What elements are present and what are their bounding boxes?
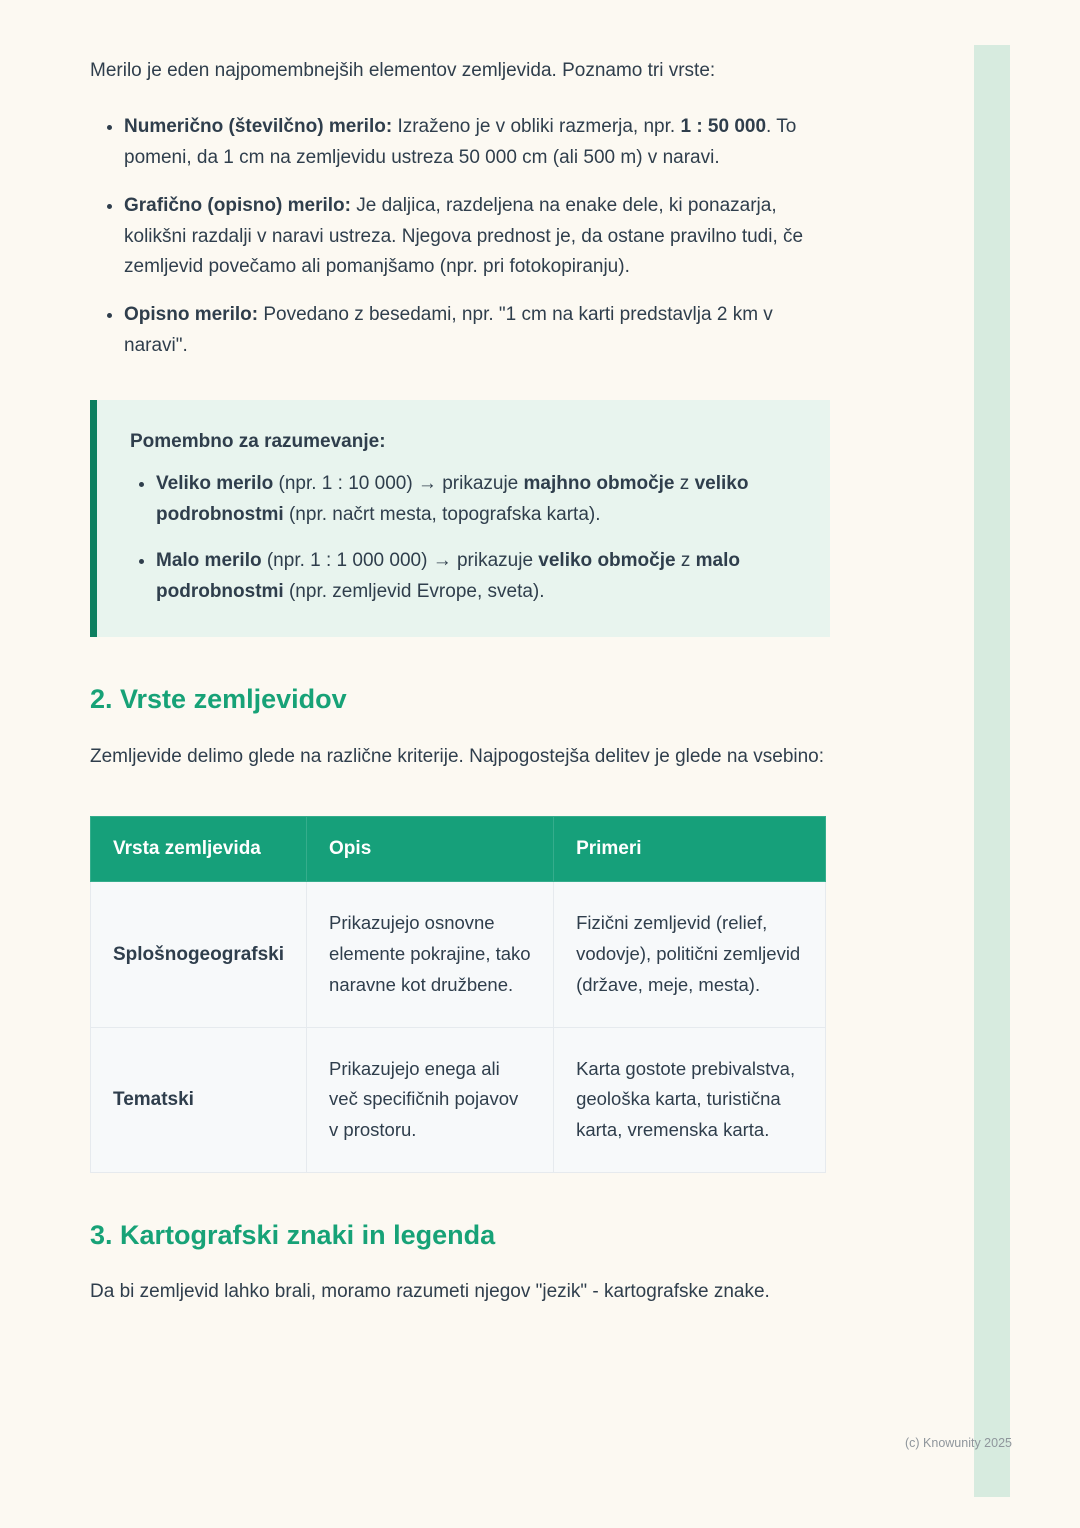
text-segment: . To pomeni, da 1 cm na zemljevidu ustreza 50 000 cm (ali 500 m) v naravi. xyxy=(124,116,797,169)
table-header-type: Vrsta zemljevida xyxy=(91,817,307,882)
section-2-heading: 2. Vrste zemljevidov xyxy=(90,684,347,715)
emphasis-bold: veliko območje xyxy=(538,549,676,571)
term-bold: Grafično (opisno) merilo: xyxy=(124,194,351,216)
text-segment: Je daljica, razdeljena na enake dele, ki ponazarja, kolikšni razdalji v naravi ustreza. Njegova prednost je, da ostane pravilno tudi, če zemljevid povečamo ali pomanjšamo (npr. pri fotokopiranju). xyxy=(124,194,804,278)
list-item-descriptive-scale xyxy=(124,300,830,362)
emphasis-bold: majhno območje xyxy=(523,473,675,495)
term-bold: Veliko merilo xyxy=(156,473,274,495)
list-item-graphic-scale xyxy=(124,191,830,283)
text-segment: (npr. zemljevid Evrope, sveta). xyxy=(283,580,545,602)
intro-paragraph: Merilo je eden najpomembnejših elementov zemljevida. Poznamo tri vrste: xyxy=(90,60,716,81)
text-segment: (npr. načrt mesta, topografska karta). xyxy=(283,504,601,526)
table-cell-description: Prikazujejo enega ali več specifičnih pojavov v prostoru. xyxy=(307,1027,554,1172)
term-bold: Malo merilo xyxy=(156,549,262,571)
table-header-row xyxy=(91,817,826,882)
section-3-paragraph: Da bi zemljevid lahko brali, moramo razumeti njegov "jezik" - kartografske znake. xyxy=(90,1281,770,1303)
table-cell-examples: Fizični zemljevid (relief, vodovje), politični zemljevid (države, meje, mesta). xyxy=(554,882,826,1027)
callout-item-small-scale xyxy=(156,546,800,608)
important-callout xyxy=(90,400,830,638)
ratio-bold: 1 : 50 000 xyxy=(680,116,767,138)
term-bold: Opisno merilo: xyxy=(124,304,259,326)
map-types-table xyxy=(90,816,826,1172)
footer-credit: (c) Knowunity 2025 xyxy=(904,1436,1012,1450)
text-segment: Izraženo je v obliki razmerja, npr. xyxy=(392,116,681,138)
text-segment: (npr. 1 : 1 000 000) → prikazuje xyxy=(261,549,539,571)
table-cell-examples: Karta gostote prebivalstva, geološka karta, turistična karta, vremenska karta. xyxy=(554,1027,826,1172)
callout-list xyxy=(130,469,800,607)
table-header-examples: Primeri xyxy=(554,817,826,882)
emphasis-bold: veliko podrobnostmi xyxy=(156,473,749,526)
scale-types-list xyxy=(90,112,830,361)
list-item-numeric-scale xyxy=(124,112,830,174)
table-cell-description: Prikazujejo osnovne elemente pokrajine, tako naravne kot družbene. xyxy=(307,882,554,1027)
emphasis-bold: malo podrobnostmi xyxy=(156,549,740,602)
callout-item-large-scale xyxy=(156,469,800,531)
section-3-heading: 3. Kartografski znaki in legenda xyxy=(90,1219,496,1250)
text-segment: z xyxy=(675,549,696,571)
document-content xyxy=(90,56,830,1308)
text-segment: z xyxy=(674,473,695,495)
text-segment: Povedano z besedami, npr. "1 cm na karti predstavlja 2 km v naravi". xyxy=(124,304,773,356)
table-row xyxy=(91,1027,826,1172)
callout-title: Pomembno za razumevanje: xyxy=(130,430,386,452)
table-cell-type: Splošnogeografski xyxy=(91,882,307,1027)
table-header-description: Opis xyxy=(307,817,554,882)
table-cell-type: Tematski xyxy=(91,1027,307,1172)
section-2-paragraph: Zemljevide delimo glede na različne kriterije. Najpogostejša delitev je glede na vsebino: xyxy=(90,745,825,767)
text-segment: (npr. 1 : 10 000) → prikazuje xyxy=(273,473,524,495)
term-bold: Numerično (številčno) merilo: xyxy=(124,116,393,138)
table-row xyxy=(91,882,826,1027)
